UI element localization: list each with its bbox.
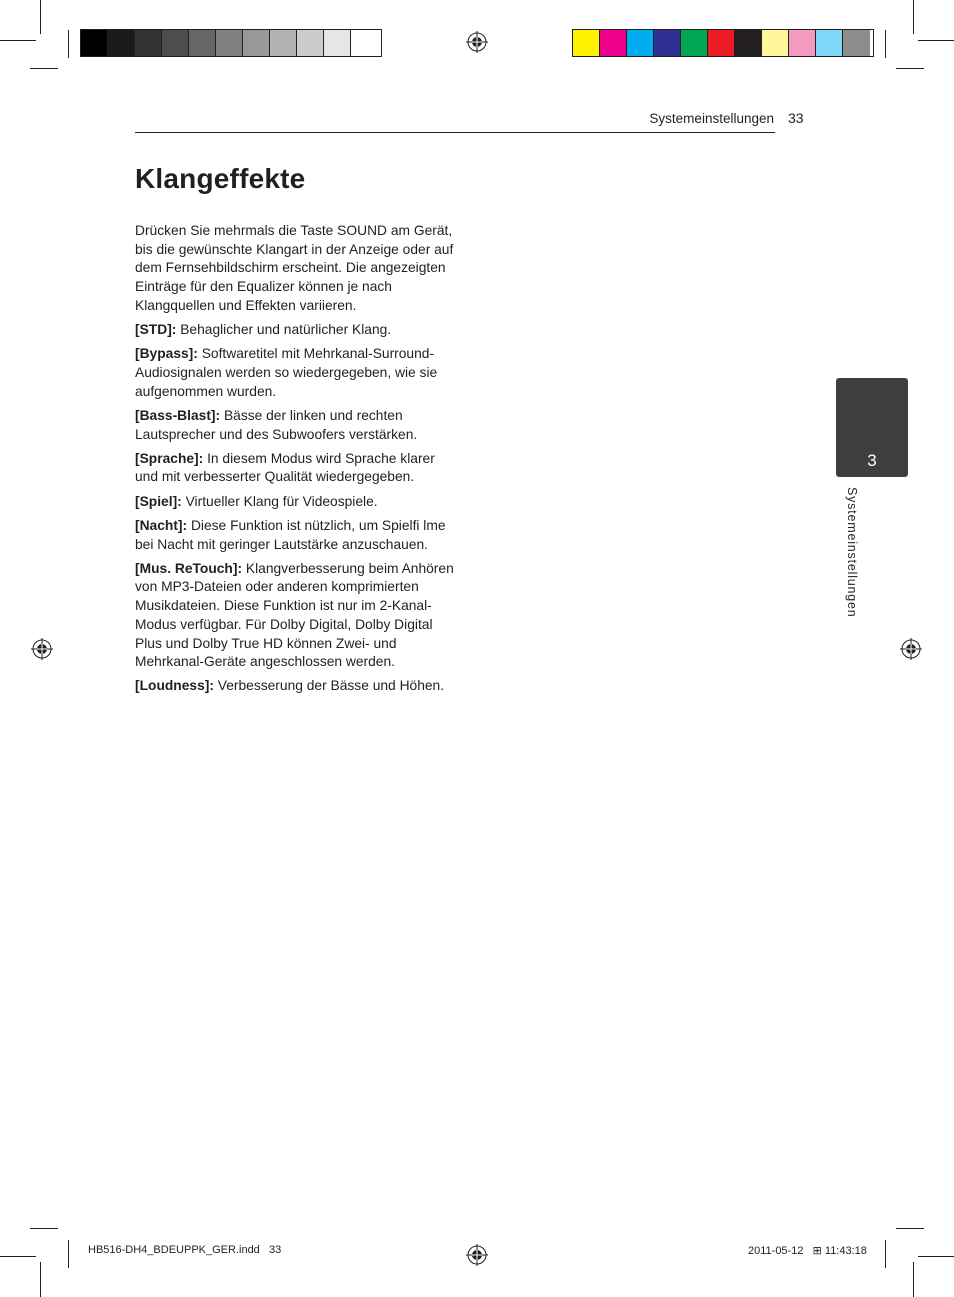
page-number: 33 — [788, 110, 804, 126]
color-swatch — [654, 30, 681, 56]
chapter-number: 3 — [867, 451, 877, 470]
effect-description: In diesem Modus wird Sprache klarer und mit verbesserter Qualität wiedergegeben. — [135, 450, 435, 485]
crop-mark-top-left-v2 — [68, 30, 69, 58]
gray-swatch — [135, 30, 162, 56]
registration-mark-right-icon — [900, 638, 922, 660]
gray-swatch — [270, 30, 297, 56]
gray-swatch — [162, 30, 189, 56]
gray-swatch — [108, 30, 135, 56]
color-swatch — [627, 30, 654, 56]
effect-term: [STD]: — [135, 322, 177, 338]
effect-entry — [135, 450, 457, 487]
gray-swatch — [324, 30, 351, 56]
effect-description: Bässe der linken und rechten Lautsprecher und des Subwoofers verstärken. — [135, 407, 418, 442]
color-swatch — [735, 30, 762, 56]
crop-mark-bottom-left-v — [40, 1262, 41, 1297]
gray-swatch — [189, 30, 216, 56]
color-swatch — [573, 30, 600, 56]
crop-mark-top-left-h2 — [30, 68, 58, 69]
effect-description: Virtueller Klang für Videospiele. — [181, 493, 378, 509]
gray-swatch — [243, 30, 270, 56]
registration-mark-top-icon — [466, 31, 488, 53]
running-title: Systemeinstellungen — [649, 111, 774, 126]
color-swatch — [762, 30, 789, 56]
crop-mark-top-left-v — [40, 0, 41, 34]
process-color-bar — [572, 29, 874, 57]
effect-entry — [135, 407, 457, 444]
effect-description: Behaglicher und natürlicher Klang. — [176, 322, 392, 338]
effect-term: [Nacht]: — [135, 517, 188, 533]
gray-swatch — [81, 30, 108, 56]
body-text — [135, 222, 457, 702]
crop-mark-top-right-v — [913, 0, 914, 34]
crop-mark-bottom-left-h — [0, 1256, 36, 1257]
file-slug: HB516-DH4_BDEUPPK_GER.indd 33 — [88, 1244, 282, 1256]
effect-term: [Bass-Blast]: — [135, 407, 221, 423]
intro-paragraph: Drücken Sie mehrmals die Taste SOUND am Gerät, bis die gewünschte Klangart in der Anzeige oder auf dem Fernsehbildschirm erscheint. Die angezeigten Einträge für den Equalizer können je nach Klangquellen und Effekten variieren. — [135, 223, 454, 313]
gray-swatch — [351, 30, 378, 56]
effect-term: [Bypass]: — [135, 346, 198, 362]
crop-mark-top-right-h2 — [896, 68, 924, 69]
color-swatch — [600, 30, 627, 56]
color-swatch — [816, 30, 843, 56]
effect-entry — [135, 560, 457, 672]
effect-term: [Mus. ReTouch]: — [135, 560, 243, 576]
effect-entry — [135, 321, 457, 340]
crop-mark-top-right-h — [918, 40, 954, 41]
crop-mark-bottom-right-h2 — [896, 1228, 924, 1229]
header-rule — [135, 132, 775, 133]
date-slug: 2011-05-12 ⊞ 11:43:18 — [748, 1245, 867, 1257]
effect-list — [135, 321, 457, 696]
color-swatch — [681, 30, 708, 56]
crop-mark-top-right-v2 — [885, 30, 886, 58]
effect-entry — [135, 345, 457, 401]
effect-entry — [135, 517, 457, 554]
color-swatch — [708, 30, 735, 56]
effect-description: Diese Funktion ist nützlich, um Spielfi lme bei Nacht mit geringer Lautstärke anzuschauen. — [135, 517, 446, 552]
crop-mark-bottom-right-h — [918, 1256, 954, 1257]
crop-mark-top-left-h — [0, 40, 36, 41]
effect-term: [Loudness]: — [135, 678, 214, 694]
effect-description: Verbesserung der Bässe und Höhen. — [213, 678, 445, 694]
color-swatch — [789, 30, 816, 56]
gray-color-bar — [80, 29, 382, 57]
effect-entry — [135, 493, 457, 512]
effect-entry — [135, 677, 457, 696]
crop-mark-bottom-left-h2 — [30, 1228, 58, 1229]
effect-description: Softwaretitel mit Mehrkanal-Surround-Audiosignalen werden so wiedergegeben, wie sie aufgenommen wurden. — [135, 346, 438, 399]
color-swatch — [843, 30, 870, 56]
chapter-side-label: Systemeinstellungen — [845, 487, 859, 618]
registration-mark-bottom-icon — [466, 1244, 488, 1266]
crop-mark-bottom-right-v2 — [885, 1240, 886, 1268]
section-title: Klangeffekte — [135, 163, 306, 194]
crop-mark-bottom-right-v — [913, 1262, 914, 1297]
effect-term: [Spiel]: — [135, 493, 182, 509]
chapter-tab — [836, 378, 908, 477]
gray-swatch — [297, 30, 324, 56]
crop-mark-bottom-left-v2 — [68, 1240, 69, 1268]
registration-mark-left-icon — [31, 638, 53, 660]
effect-term: [Sprache]: — [135, 450, 204, 466]
gray-swatch — [216, 30, 243, 56]
effect-description: Klangverbesserung beim Anhören von MP3-Dateien oder anderen komprimierten Musikdateien. Diese Funktion ist nur im 2-Kanal-Modus verfügbar. Für Dolby Digital, Dolby Digital Plus und Dolby True HD können Zwei- und Mehrkanal-Geräte angeschlossen werden. — [135, 560, 454, 670]
